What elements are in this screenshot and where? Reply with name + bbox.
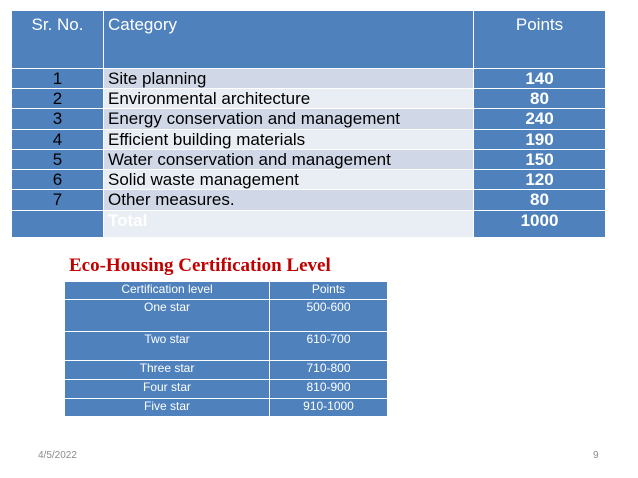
cert-header-points: Points [270, 282, 388, 300]
cert-header-row [65, 282, 388, 300]
total-points: 1000 [474, 210, 606, 237]
total-label: Total [104, 210, 474, 237]
header-category: Category [104, 11, 474, 69]
row-sr: 7 [12, 190, 104, 210]
row-sr: 2 [12, 89, 104, 109]
certification-title: Eco-Housing Certification Level [69, 255, 331, 276]
row-points: 120 [474, 170, 606, 190]
table-row [12, 68, 606, 88]
table-row [12, 170, 606, 190]
table-row [65, 331, 388, 360]
table-row [12, 190, 606, 210]
row-sr: 3 [12, 109, 104, 129]
row-points: 240 [474, 109, 606, 129]
table-row [12, 109, 606, 129]
cert-points: 610-700 [270, 331, 388, 360]
row-points: 140 [474, 68, 606, 88]
row-category: Energy conservation and management [104, 109, 474, 129]
row-sr: 1 [12, 68, 104, 88]
page-number: 9 [593, 450, 599, 461]
row-sr: 6 [12, 170, 104, 190]
table-header-row [12, 11, 606, 69]
table-row [12, 129, 606, 149]
row-category: Other measures. [104, 190, 474, 210]
cert-points: 910-1000 [270, 398, 388, 416]
total-sr-empty [12, 210, 104, 237]
footer-date: 4/5/2022 [38, 450, 77, 461]
header-points: Points [474, 11, 606, 69]
total-row [12, 210, 606, 237]
row-sr: 4 [12, 129, 104, 149]
table-row [12, 149, 606, 169]
cert-level: Two star [65, 331, 270, 360]
row-category: Efficient building materials [104, 129, 474, 149]
cert-level: Four star [65, 380, 270, 398]
row-points: 80 [474, 89, 606, 109]
table-row [65, 398, 388, 416]
cert-level: Three star [65, 361, 270, 380]
header-sr-no: Sr. No. [12, 11, 104, 69]
row-category: Water conservation and management [104, 149, 474, 169]
certification-level-table [64, 281, 388, 417]
table-row [65, 361, 388, 380]
table-row [65, 300, 388, 331]
cert-points: 810-900 [270, 380, 388, 398]
cert-points: 500-600 [270, 300, 388, 331]
table-row [12, 89, 606, 109]
row-category: Environmental architecture [104, 89, 474, 109]
cert-level: One star [65, 300, 270, 331]
row-points: 80 [474, 190, 606, 210]
table-row [65, 380, 388, 398]
row-sr: 5 [12, 149, 104, 169]
category-points-table [11, 10, 606, 238]
cert-level: Five star [65, 398, 270, 416]
row-points: 150 [474, 149, 606, 169]
row-category: Solid waste management [104, 170, 474, 190]
row-points: 190 [474, 129, 606, 149]
cert-points: 710-800 [270, 361, 388, 380]
row-category: Site planning [104, 68, 474, 88]
cert-header-level: Certification level [65, 282, 270, 300]
